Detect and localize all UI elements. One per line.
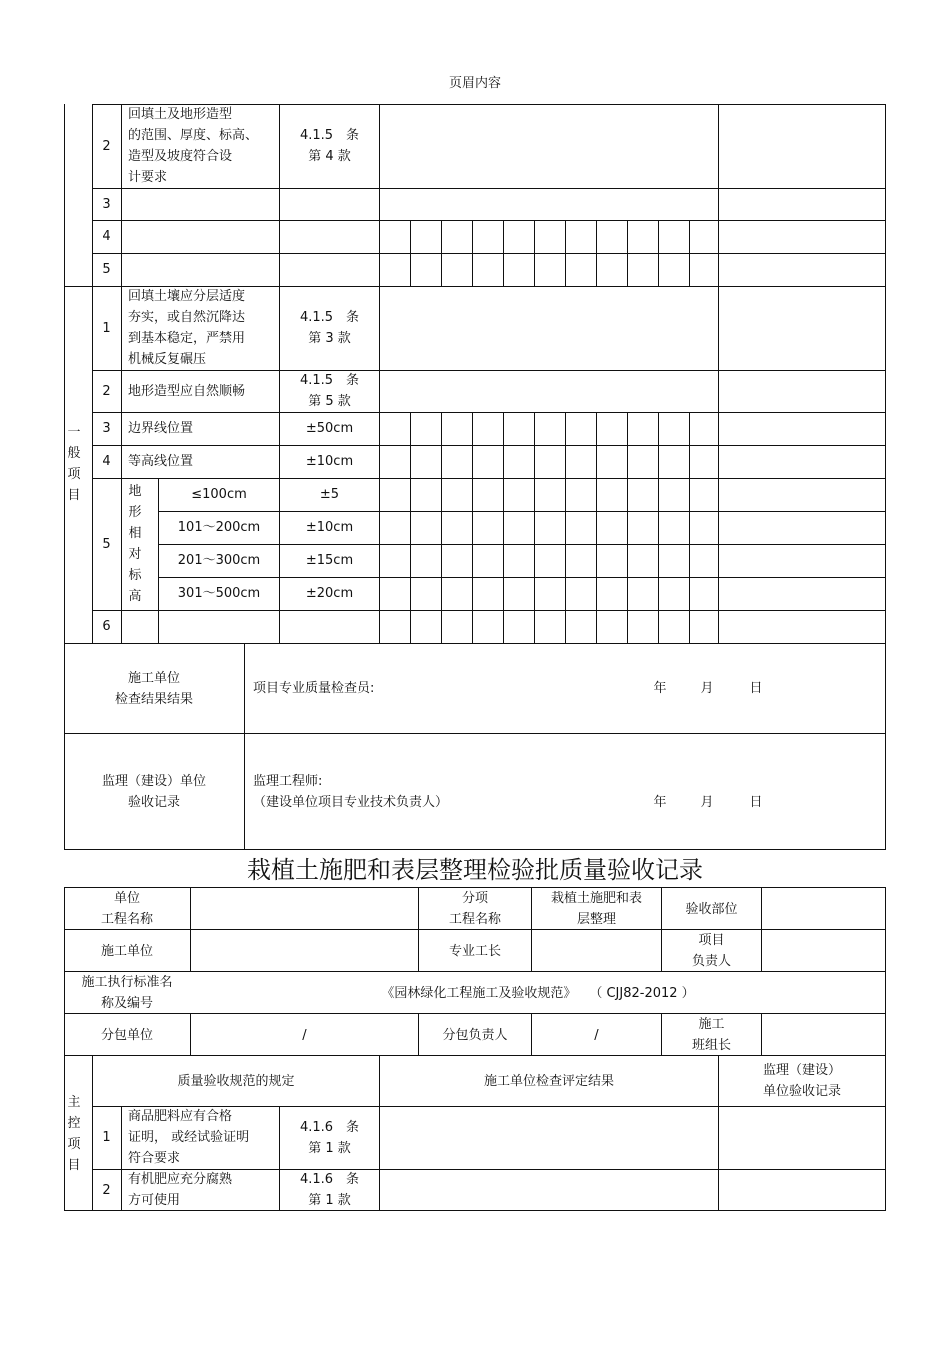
grid-line (190, 887, 191, 972)
grid-line (658, 412, 659, 644)
grid-line (689, 220, 690, 287)
form-title: 栽植土施肥和表层整理检验批质量验收记录 (247, 856, 703, 884)
row-item: 回填土壤应分层适度 夯实，或自然沉降达 到基本稳定，严禁用 机械反复碾压 (128, 289, 246, 367)
row-item: 地形造型应自然顺畅 (128, 383, 246, 399)
grid-line (718, 104, 719, 644)
row-item: 有机肥应充分腐熟 方可使用 (128, 1172, 233, 1208)
standard-label: 施工执行标准名 称及编号 (81, 975, 173, 1011)
grid-line (658, 220, 659, 287)
row-ref: ±50cm (305, 421, 354, 436)
eval-header: 施工单位检查评定结果 (483, 1073, 614, 1089)
general-items-label: 一 般 项 目 (67, 425, 81, 503)
row-item: 商品肥料应有合格 证明， 或经试验证明 符合要求 (128, 1109, 250, 1166)
row-ref: 4.1.5 条 第 3 款 (299, 310, 360, 346)
sub-project-value: 栽植土施肥和表 层整理 (550, 891, 642, 927)
date-month: 月 (700, 681, 714, 696)
grid-line (885, 887, 886, 1211)
sub-lead-label: 分包负责人 (442, 1027, 508, 1043)
supervisor-label: 监理工程师: （建设单位项目专业技术负责人） (253, 774, 449, 810)
row-no: 2 (102, 138, 111, 154)
row-ref: ±10cm (305, 454, 354, 469)
elevation-label: 地 形 相 对 标 高 (128, 484, 142, 604)
acceptance-part-label: 验收部位 (685, 901, 738, 917)
construction-unit-label: 施工单位 (100, 943, 153, 959)
date-year: 年 (653, 794, 667, 810)
row-no: 5 (102, 536, 111, 552)
quality-inspector-label: 项目专业质量检查员: (253, 681, 375, 696)
row-item: 等高线位置 (128, 454, 194, 469)
row-ref: 4.1.6 条 第 1 款 (299, 1172, 360, 1208)
grid-line (596, 220, 597, 287)
row-item: 回填土及地形造型 的范围、厚度、标高、 造型及坡度符合设 计要求 (128, 107, 259, 185)
standard-value: 《园林绿化工程施工及验收规范》 （ CJJ82-2012 ） (381, 985, 695, 1001)
page-header: 页眉内容 (448, 76, 501, 91)
row-ref: 4.1.5 条 第 5 款 (299, 373, 360, 409)
supervision-record-label: 监理（建设）单位 验收记录 (101, 774, 206, 810)
grid-line (244, 643, 245, 850)
grid-line (534, 412, 535, 644)
date-year: 年 (653, 681, 667, 696)
row-no: 2 (102, 1182, 111, 1198)
row-ref: 4.1.6 条 第 1 款 (299, 1119, 360, 1156)
sub-lead-value: / (594, 1027, 599, 1043)
elevation-range: 301～500cm (177, 586, 261, 601)
row-ref: 4.1.5 条 第 4 款 (299, 128, 360, 164)
row-no: 4 (102, 454, 111, 469)
subcontractor-value: / (302, 1027, 307, 1043)
grid-line (761, 887, 762, 972)
supervision-header: 监理（建设） 单位验收记录 (762, 1063, 841, 1099)
grid-line (503, 220, 504, 287)
grid-line (627, 220, 628, 287)
row-no: 1 (102, 320, 111, 336)
date-day: 日 (749, 681, 763, 696)
project-lead-label: 项目 负责人 (691, 933, 731, 969)
unit-project-label: 单位 工程名称 (100, 891, 153, 927)
row-no: 3 (102, 196, 111, 212)
row-no: 6 (102, 619, 111, 634)
main-items-label: 主 控 项 目 (67, 1095, 81, 1173)
spec-header: 质量验收规范的规定 (177, 1073, 295, 1089)
grid-line (410, 412, 411, 644)
grid-line (121, 1106, 122, 1211)
grid-line (534, 220, 535, 287)
grid-line (410, 220, 411, 287)
grid-line (472, 412, 473, 644)
grid-line (441, 412, 442, 644)
grid-line (565, 220, 566, 287)
elevation-tolerance: ±15cm (305, 553, 354, 568)
date-day: 日 (749, 794, 763, 810)
row-no: 4 (102, 229, 111, 244)
foreman-label: 专业工长 (448, 943, 501, 959)
row-no: 1 (102, 1130, 111, 1145)
row-no: 2 (102, 383, 111, 399)
team-lead-label: 施工 班组长 (691, 1017, 731, 1053)
elevation-range: 201～300cm (177, 553, 261, 568)
subcontractor-label: 分包单位 (100, 1027, 153, 1043)
elevation-tolerance: ±10cm (305, 520, 354, 535)
elevation-tolerance: ±5 (319, 487, 340, 502)
grid-line (93, 188, 886, 189)
row-item: 边界线位置 (128, 421, 194, 436)
grid-line (441, 220, 442, 287)
grid-line (379, 104, 380, 644)
grid-line (93, 253, 886, 254)
elevation-range: 101～200cm (177, 520, 261, 535)
elevation-tolerance: ±20cm (305, 586, 354, 601)
grid-line (503, 412, 504, 644)
grid-line (93, 220, 886, 221)
grid-line (885, 104, 886, 850)
grid-line (596, 412, 597, 644)
grid-line (565, 412, 566, 644)
row-no: 5 (102, 262, 111, 277)
date-month: 月 (700, 794, 714, 810)
grid-line (472, 220, 473, 287)
grid-line (627, 412, 628, 644)
grid-line (689, 412, 690, 644)
row-no: 3 (102, 421, 111, 436)
elevation-range: ≤100cm (191, 487, 247, 502)
sub-project-label: 分项 工程名称 (448, 891, 501, 927)
grid-line (761, 1013, 762, 1056)
grid-line (93, 610, 886, 611)
construction-result-label: 施工单位 检查结果结果 (114, 670, 193, 707)
